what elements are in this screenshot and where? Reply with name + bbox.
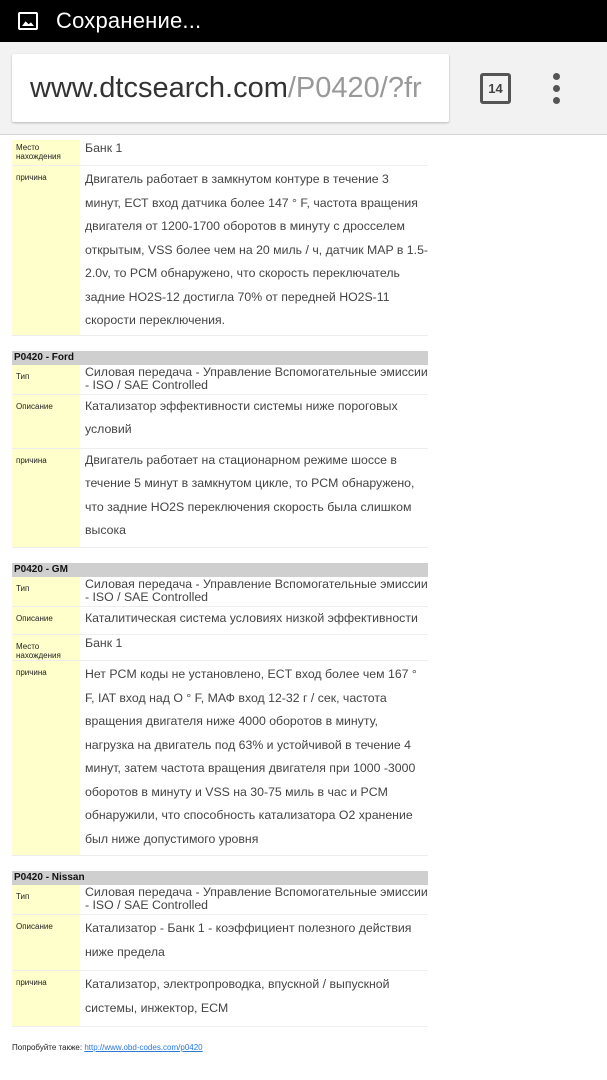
section-ford xyxy=(12,351,428,548)
row-value: Двигатель работает в замкнутом контуре в течение 3 минут, ЕСТ вход датчика более 147 ° F, частота вращения двигателя от 1200-1700 оборотов в минуту с дросселем открытым, VSS более чем на 20 миль / ч, датчик MAP в 1.5-2.0v, то PCM обнаружено, что скорость переключатель задние HO2S-12 достигла 70% от передней HO2S-11 скорости переключения. xyxy=(85,172,428,327)
row-value: Катализатор, электропроводка, впускной / выпускной системы, инжектор, ECM xyxy=(85,977,390,1015)
table-row xyxy=(12,661,428,856)
row-label: Тип xyxy=(12,365,80,394)
row-label: причина xyxy=(12,449,80,547)
image-icon xyxy=(18,12,38,30)
status-bar xyxy=(0,0,607,42)
overflow-menu-icon[interactable] xyxy=(553,73,560,104)
row-label: Тип xyxy=(12,577,80,606)
row-label: причина xyxy=(12,661,80,855)
row-value: Банк 1 xyxy=(85,636,123,650)
row-label: Место нахождения xyxy=(12,140,80,165)
row-label: Место нахождения xyxy=(12,635,80,660)
url-bar[interactable] xyxy=(12,54,449,122)
section-header: P0420 - GM xyxy=(12,563,428,577)
table-row xyxy=(12,395,428,449)
table-row xyxy=(12,607,428,636)
row-value: Нет PCM коды не установлено, ECT вход более чем 167 ° F, IAT вход над О ° F, МАФ вход 12-32 г / сек, частота вращения двигателя ниже 4000 оборотов в минуту, нагрузка на двигатель под 63% и устойчивой в течение 4 минут, затем частота вращения двигателя при 1000 -3000 оборотов в минуту и VSS на 30-75 миль в час и PCM обнаружили, что способность катализатора O2 хранение был ниже допустимого уровня xyxy=(85,667,417,846)
download-status-title: Сохранение... xyxy=(56,8,202,33)
table-row xyxy=(12,915,428,971)
row-label: Описание xyxy=(12,915,80,970)
section-gm xyxy=(12,563,428,857)
row-value: Катализатор - Банк 1 - коэффициент полезного действия ниже предела xyxy=(85,921,412,959)
row-value: Силовая передача - Управление Вспомогательные эмиссии - ISO / SAE Controlled xyxy=(85,576,428,604)
row-label: Описание xyxy=(12,607,80,635)
page-content xyxy=(0,140,428,1027)
row-value: Каталитическая система условиях низкой эффективности xyxy=(85,610,418,625)
row-value: Силовая передача - Управление Вспомогательные эмиссии - ISO / SAE Controlled xyxy=(85,364,428,392)
see-also-label: Попробуйте также: xyxy=(12,1043,83,1052)
table-row xyxy=(12,971,428,1027)
row-label: причина xyxy=(12,971,80,1026)
row-label: Описание xyxy=(12,395,80,448)
row-value: Катализатор эффективности системы ниже пороговых условий xyxy=(85,398,398,436)
tabs-icon[interactable] xyxy=(480,73,511,104)
section-header: P0420 - Nissan xyxy=(12,871,428,885)
section-header: P0420 - Ford xyxy=(12,351,428,365)
table-row xyxy=(12,635,428,661)
url-path: /P0420/?fr xyxy=(287,71,422,104)
table-row xyxy=(12,140,428,166)
table-row xyxy=(12,449,428,548)
row-label: Тип xyxy=(12,885,80,914)
see-also xyxy=(0,1043,607,1052)
section-nissan xyxy=(12,871,428,1027)
see-also-link[interactable]: http://www.obd-codes.com/p0420 xyxy=(84,1043,203,1052)
table-row xyxy=(12,365,428,395)
row-value: Силовая передача - Управление Вспомогательные эмиссии - ISO / SAE Controlled xyxy=(85,885,428,912)
partial-table xyxy=(12,140,428,336)
row-label: причина xyxy=(12,166,80,335)
row-value: Банк 1 xyxy=(85,141,123,155)
url-host: www.dtcsearch.com xyxy=(30,71,288,104)
tab-count: 14 xyxy=(488,80,503,96)
table-row xyxy=(12,885,428,915)
table-row xyxy=(12,166,428,336)
browser-toolbar xyxy=(0,42,607,135)
row-value: Двигатель работает на стационарном режиме шоссе в течение 5 минут в замкнутом цикле, то PCM обнаружено, что задние HO2S переключения скорость была слишком высока xyxy=(85,452,415,537)
table-row xyxy=(12,577,428,607)
